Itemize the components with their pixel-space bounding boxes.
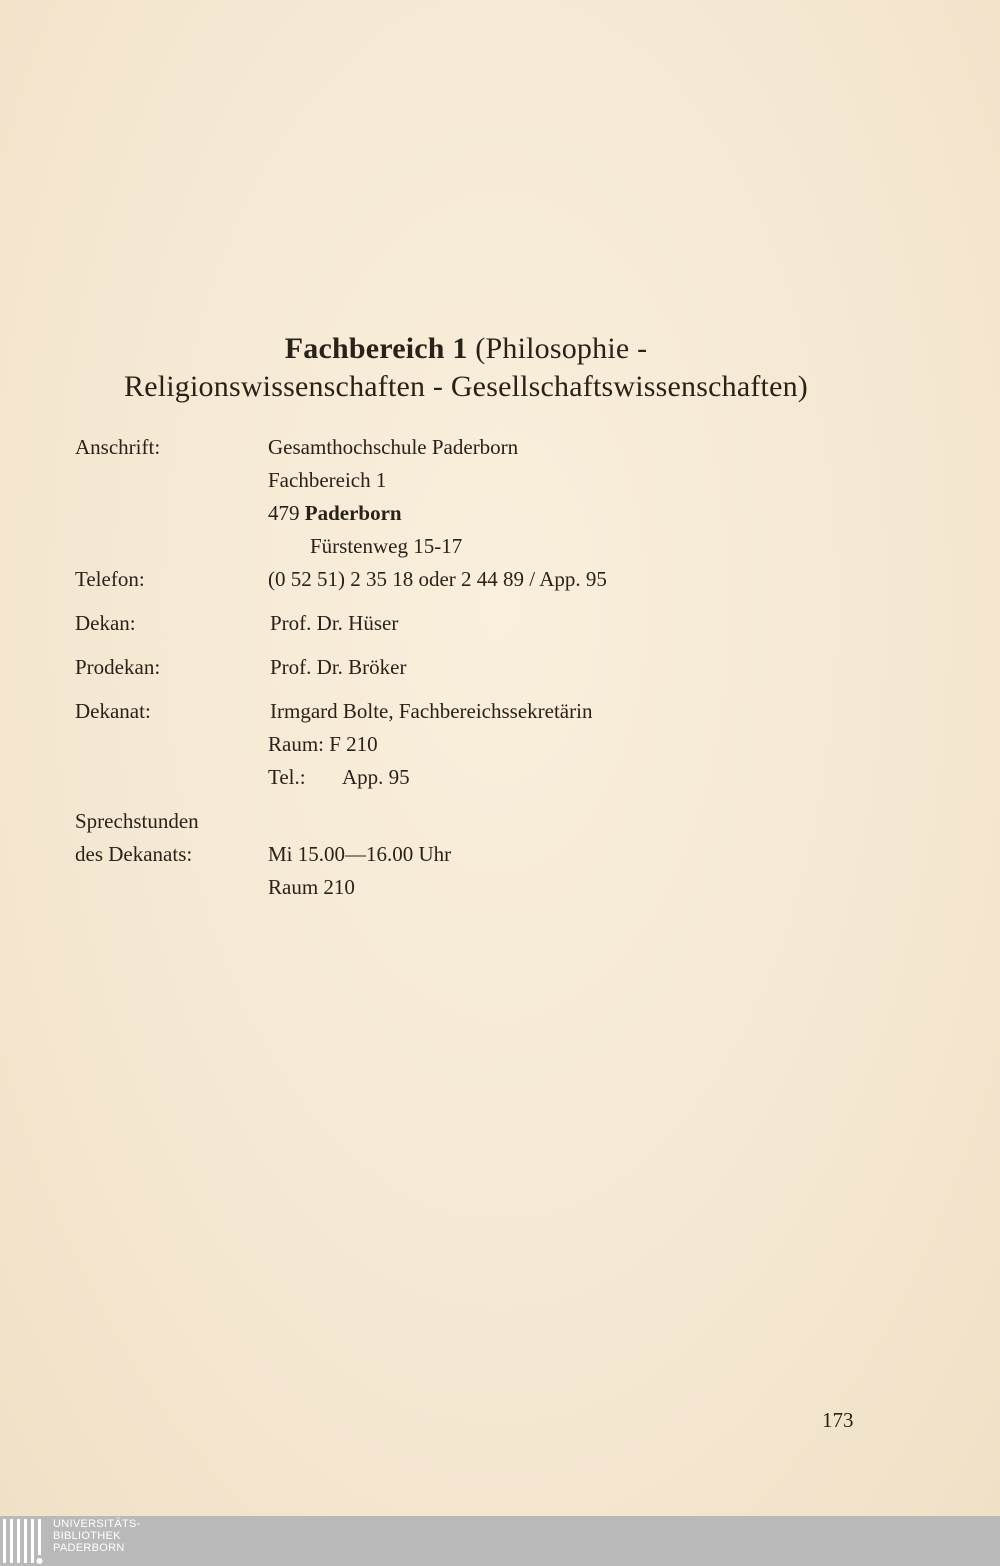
office-hours-time: Mi 15.00—16.00 Uhr xyxy=(268,842,452,866)
deanery-label: Dekanat: xyxy=(75,699,151,723)
address-line-1: Gesamthochschule Paderborn xyxy=(268,435,519,459)
library-logo-line-3: PADERBORN xyxy=(53,1542,125,1554)
phone-label: Telefon: xyxy=(75,567,145,591)
address-label: Anschrift: xyxy=(75,435,161,459)
deanery-line-1: Irmgard Bolte, Fachbereichssekretärin xyxy=(270,699,593,723)
office-hours-label-line-1: Sprechstunden xyxy=(75,809,199,833)
phone-value: (0 52 51) 2 35 18 oder 2 44 89 / App. 95 xyxy=(268,567,607,591)
vice-dean-label: Prodekan: xyxy=(75,655,161,679)
deanery-phone-label: Tel.: xyxy=(268,765,306,789)
office-hours-label-line-2: des Dekanats: xyxy=(75,842,193,866)
postal-code: 479 xyxy=(268,501,305,525)
page-number: 173 xyxy=(822,1408,854,1432)
deanery-line-2: Raum: F 210 xyxy=(268,732,378,756)
department-name: Fachbereich 1 xyxy=(284,332,468,365)
office-hours-room: Raum 210 xyxy=(268,875,355,899)
library-footer-bar xyxy=(0,1516,1000,1566)
library-logo-icon xyxy=(0,1516,48,1566)
deanery-phone-value: App. 95 xyxy=(342,765,410,789)
dean-value: Prof. Dr. Hüser xyxy=(270,611,399,635)
library-logo-line-1: UNIVERSITÄTS- xyxy=(53,1518,141,1530)
city-name: Paderborn xyxy=(304,501,402,525)
library-logo-text xyxy=(53,1518,141,1554)
library-logo-line-2: BIBLIOTHEK xyxy=(53,1530,121,1542)
vice-dean-value: Prof. Dr. Bröker xyxy=(270,655,407,679)
dean-label: Dekan: xyxy=(75,611,136,635)
address-line-2: Fachbereich 1 xyxy=(268,468,387,492)
page-title-line-2: Religionswissenschaften - Gesellschaftswissenschaften) xyxy=(124,370,808,403)
address-line-3 xyxy=(268,499,402,527)
address-line-4: Fürstenweg 15-17 xyxy=(310,534,463,558)
page-title-line-1 xyxy=(0,330,966,368)
department-subtitle-start: (Philosophie - xyxy=(467,332,648,365)
